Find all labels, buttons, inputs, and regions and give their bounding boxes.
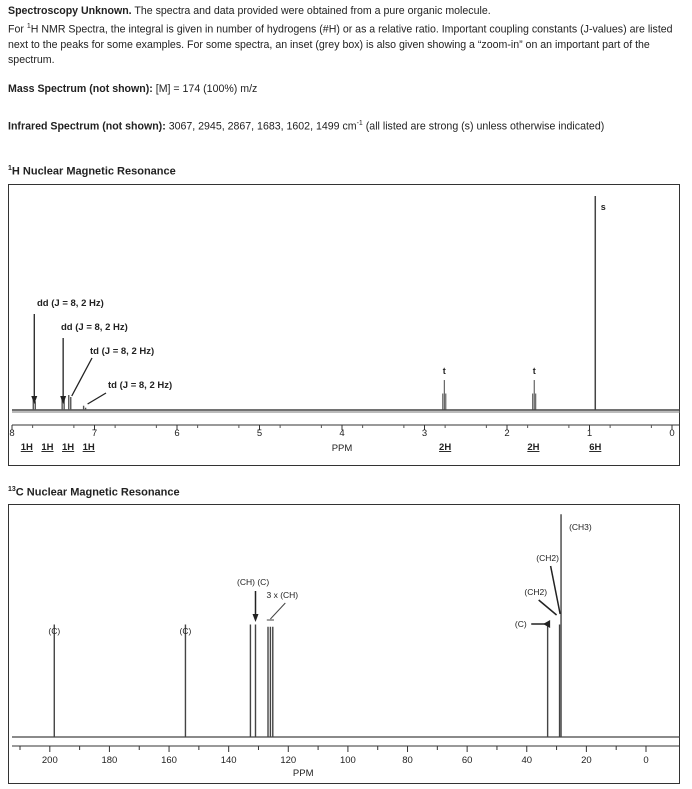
cnmr-label-ch3: (CH3) (569, 522, 592, 532)
hnmr-label-dd2: dd (J = 8, 2 Hz) (61, 322, 128, 333)
hnmr-label-td2: td (J = 8, 2 Hz) (108, 380, 173, 391)
cnmr-arrowhead-c3 (543, 620, 550, 628)
intro-sup: 1 (26, 23, 31, 30)
intro-line2-a: For (8, 23, 27, 36)
hnmr-peak-label-s: s (600, 202, 606, 212)
cnmr-label-c2: (C) (179, 626, 192, 636)
ir-label: Infrared Spectrum (not shown): (8, 120, 166, 133)
hnmr-peak-label-t2: t (532, 366, 536, 376)
hnmr-arrow-td1 (72, 358, 92, 396)
hnmr-tick-label: 7 (91, 428, 98, 439)
hnmr-tick-label: 5 (256, 428, 263, 439)
cnmr-tick-label: 180 (101, 755, 118, 766)
cnmr-tick-label: 60 (461, 755, 473, 766)
cnmr-tick-label: 80 (402, 755, 413, 766)
cnmr-arrow-ch2a (539, 600, 557, 615)
ir-value-a: 3067, 2945, 2867, 1683, 1602, 1499 cm (168, 120, 357, 133)
cnmr-title: $^{13}$C Nuclear Magnetic Resonance (8, 486, 180, 499)
hnmr-integral: 1H (82, 442, 95, 453)
hnmr-integral: 1H (41, 442, 54, 453)
cnmr-label-ch2b: (CH2) (536, 553, 559, 563)
hnmr-tick-label: 2 (504, 428, 510, 439)
cnmr-tick-label: 160 (161, 755, 177, 766)
hnmr-tick-label: 1 (586, 428, 593, 439)
cnmr-arrowhead-chc (252, 614, 258, 622)
cnmr-label-c1: (C) (48, 626, 61, 636)
intro-heading: Spectroscopy Unknown. (8, 5, 132, 17)
hnmr-title: $^1$H Nuclear Magnetic Resonance (8, 165, 176, 178)
cnmr-label-3ch: 3 x (CH) (266, 590, 299, 600)
cnmr-label-chc: (CH) (C) (237, 577, 270, 587)
hnmr-integral: 1H (62, 442, 75, 453)
intro-line2-b: H NMR Spectra, the integral is given in number of hydrogens (#H) or as a relative ratio. Important coupling constants (J-values) are listed next to the peaks for some examples. For some spectra, an inset (grey box) is also given showing a “zoom-in” on an important part of the spectrum. (8, 23, 673, 66)
hnmr-tick-label: 4 (339, 428, 345, 439)
ir-value-b: (all listed are strong (s) unless otherwise indicated) (362, 120, 605, 133)
cnmr-tick-label: 120 (280, 755, 297, 766)
hnmr-peak-label-t1: t (442, 366, 446, 376)
cnmr-tick-label: 140 (220, 755, 237, 766)
hnmr-arrowhead-dd2 (60, 396, 66, 404)
hnmr-x-label: PPM (331, 443, 353, 454)
hnmr-integral: 6H (589, 442, 602, 453)
cnmr-tick-label: 200 (41, 755, 58, 766)
intro-heading-rest: The spectra and data provided were obtained from a pure organic molecule. (131, 5, 491, 17)
cnmr-x-label: PPM (292, 768, 314, 779)
cnmr-tick-label: 100 (339, 755, 356, 766)
cnmr-tick-label: 40 (521, 755, 533, 766)
hnmr-tick-label: 0 (669, 428, 675, 439)
hnmr-tick-label: 8 (9, 428, 15, 439)
cnmr-label-ch2a: (CH2) (524, 587, 548, 597)
hnmr-arrow-td2 (88, 393, 106, 404)
ir-sup: -1 (356, 120, 363, 127)
hnmr-tick-label: 6 (174, 428, 180, 439)
cnmr-tick-label: 0 (643, 755, 649, 766)
cnmr-arrow-ch2b (551, 566, 561, 614)
mass-value: [M] = 174 (100%) m/z (155, 83, 258, 95)
hnmr-integral: 2H (439, 442, 452, 453)
cnmr-label-c3: (C) (514, 619, 527, 629)
hnmr-label-td1: td (J = 8, 2 Hz) (90, 346, 155, 357)
hnmr-label-dd1: dd (J = 8, 2 Hz) (37, 298, 104, 309)
hnmr-integral: 1H (20, 442, 33, 453)
mass-label: Mass Spectrum (not shown): (8, 83, 153, 95)
cnmr-pointer-3ch (270, 603, 285, 619)
hnmr-integral: 2H (527, 442, 540, 453)
hnmr-arrowhead-dd1 (31, 396, 37, 404)
cnmr-tick-label: 20 (581, 755, 592, 766)
hnmr-tick-label: 3 (421, 428, 428, 439)
